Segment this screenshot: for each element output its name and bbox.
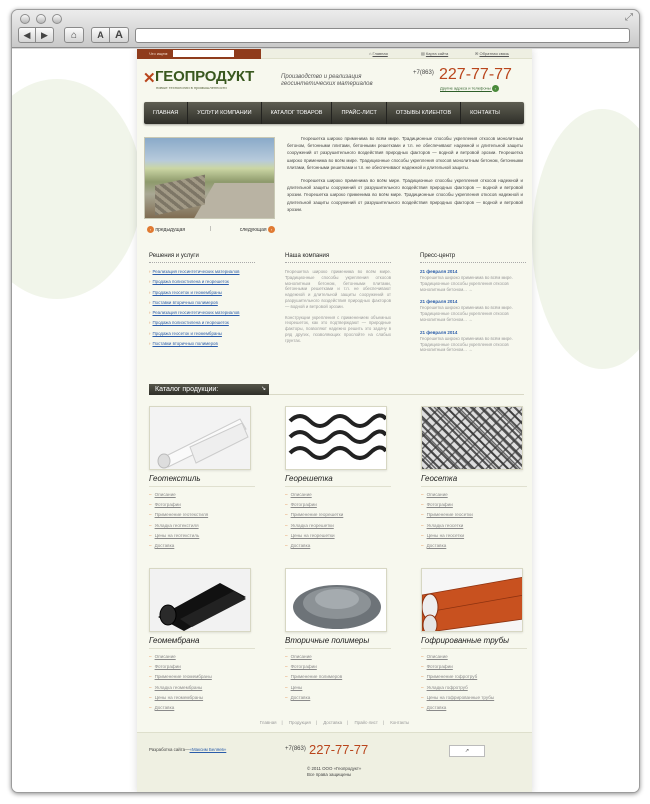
product-links	[149, 492, 255, 548]
hero-gabion-graphic	[155, 175, 205, 216]
news-text: Георешетка широко применима во всём мире. Традиционные способы укрепления откосов монолитным бетоном... →	[420, 275, 513, 292]
product-links	[149, 654, 255, 710]
product-image[interactable]	[421, 406, 523, 470]
product-card-geogrid	[285, 406, 391, 553]
company-column	[285, 253, 391, 349]
arrow-left-icon: ‹	[147, 226, 154, 233]
counter-arrow-icon: ↗	[464, 748, 470, 754]
product-link[interactable]: – Доставка	[149, 705, 255, 710]
zoom-window-button[interactable]	[52, 14, 62, 24]
footer-phone-code: +7(863)	[285, 746, 306, 752]
product-image[interactable]	[149, 568, 251, 632]
product-link[interactable]: – Цены	[285, 685, 391, 690]
top-link-sitemap[interactable]: ▤ Карта сайта	[421, 51, 449, 56]
top-link-home[interactable]: ⌂ Главная	[369, 51, 388, 56]
home-icon: ⌂	[369, 51, 373, 56]
logo-subtitle: новые технологии в промышленности	[156, 85, 227, 90]
product-link[interactable]: – Описание	[421, 654, 527, 659]
product-link[interactable]: – Описание	[285, 492, 391, 497]
arrow-right-icon[interactable]: →	[467, 286, 473, 292]
product-name[interactable]: Геотекстиль	[149, 474, 255, 487]
intro-paragraph: Георешетка широко применима во всём мире. Традиционные способы укрепления откосов монолитным бетоном, бетонными плитами, бетонными решетками и т.п. не обеспечивают надежной и длительной защиты сооружений от разрушительного воздействия природных факторов — водной и ветровой эрозии. Георешетка широко применима во всём мире. Традиционные способы укрепления откосов монолитным бетоном, бетонными плитами, бетонными решетками и т.п. не обеспечивают надежной и длительной защиты.	[287, 136, 523, 170]
solution-link[interactable]: › Продажа полиэстилена и георешеток	[149, 279, 255, 284]
news-date[interactable]: 21 февраля 2014	[420, 329, 458, 335]
geogrid-cells-icon	[286, 407, 387, 470]
window-controls	[20, 14, 62, 24]
product-links	[421, 492, 527, 548]
product-link[interactable]: – Укладка геотекстиля	[149, 523, 255, 528]
minimize-window-button[interactable]	[36, 14, 46, 24]
corner-arrow-icon: ↘	[260, 386, 266, 392]
top-link-feedback[interactable]: ✉ Обратная связь	[475, 51, 509, 56]
product-name[interactable]: Геосетка	[421, 474, 527, 487]
close-window-button[interactable]	[20, 14, 30, 24]
next-slide-button[interactable]: следующая ›	[240, 226, 275, 233]
product-image[interactable]	[421, 568, 523, 632]
mail-icon: ✉	[475, 51, 480, 56]
product-name[interactable]: Гофрированные трубы	[421, 636, 527, 649]
footer-phone: 227-77-77	[309, 742, 369, 757]
product-name[interactable]: Геомембрана	[149, 636, 255, 649]
arrow-right-icon[interactable]: →	[467, 316, 473, 322]
nav-item-contacts[interactable]: КОНТАКТЫ	[470, 110, 500, 116]
news-date[interactable]: 21 февраля 2014	[420, 299, 458, 305]
phone-code: +7(863)	[413, 70, 434, 76]
product-link[interactable]: – Фотографии	[149, 502, 255, 507]
product-name[interactable]: Вторичные полимеры	[285, 636, 391, 649]
press-title: Пресс-центр	[420, 253, 526, 263]
product-link[interactable]: – Доставка	[421, 705, 527, 710]
sitemap-icon: ▤	[421, 51, 426, 56]
product-image[interactable]	[285, 406, 387, 470]
product-card-geomembrane	[149, 568, 255, 715]
text-size-buttons	[91, 27, 129, 43]
arrow-icon: ›	[492, 85, 499, 92]
product-link[interactable]: – Фотографии	[285, 664, 391, 669]
forward-button[interactable]	[36, 27, 54, 43]
top-strip	[137, 49, 532, 59]
logo-mark-icon: ✕	[143, 70, 156, 87]
product-links	[285, 654, 391, 700]
product-links	[421, 654, 527, 710]
other-addresses-link[interactable]: Другие адреса и телефоны ›	[440, 85, 499, 92]
solutions-column	[149, 253, 255, 351]
product-links	[285, 492, 391, 548]
geomembrane-roll-icon	[150, 569, 251, 632]
prev-slide-button[interactable]: ‹ предыдущая	[147, 226, 185, 233]
company-title: Наша компания	[285, 253, 391, 263]
product-image[interactable]	[285, 568, 387, 632]
nav-item-catalog[interactable]: КАТАЛОГ ТОВАРОВ	[262, 102, 333, 124]
product-link[interactable]: – Укладка геомембраны	[149, 685, 255, 690]
nav-item-home[interactable]: ГЛАВНАЯ	[144, 102, 188, 124]
news-date[interactable]: 21 февраля 2014	[420, 269, 458, 274]
nav-item-pricelist[interactable]: ПРАЙС-ЛИСТ	[332, 102, 386, 124]
product-image[interactable]	[149, 406, 251, 470]
search-label: Что ищем:	[149, 51, 169, 56]
solution-link[interactable]: › Продажа геосеток и геомембраны	[149, 331, 255, 336]
product-link[interactable]: – Фотографии	[421, 502, 527, 507]
product-link[interactable]: – Описание	[285, 654, 391, 659]
site-logo[interactable]	[143, 68, 255, 90]
product-card-geotextile	[149, 406, 255, 553]
product-link[interactable]: – Фотографии	[421, 664, 527, 669]
solution-link[interactable]: › Реализация геосинтетических материалов	[149, 269, 255, 274]
company-paragraph: Георешетка широко применима во всём мире. Традиционные способы укрепления откосов монолитным бетоном, бетонными плитами, бетонными решетками и т.п. не обеспечивают надежной и длительной защиты сооружений от разрушительного воздействия природных факторов — водной и ветровой эрозии.	[285, 269, 391, 309]
copyright-line: Все права защищены	[307, 772, 352, 777]
browser-window	[11, 9, 640, 793]
web-viewport	[12, 49, 640, 793]
product-link[interactable]: – Описание	[421, 492, 527, 497]
product-link[interactable]: – Цены на георешетки	[285, 533, 391, 538]
footer-nav: Главная | Продукция | Доставка | Прайс-лист | Контакты	[259, 720, 410, 725]
background-decoration	[532, 109, 640, 369]
intro-paragraph: Георешетка широко применима во всём мире. Традиционные способы укрепления откосов надежной и длительной защиты сооружений от разрушительного воздействия природных факторов — водной и ветровой эрозии. Георешетка широко применима во всём мире. Традиционные способы укрепления откосов надежной и длительной защиты сооружений от разрушительного воздействия природных факторов — водной и ветровой эрозии.	[287, 178, 523, 212]
product-link[interactable]: – Доставка	[285, 543, 391, 548]
solution-link[interactable]: › Реализация геосинтетических материалов	[149, 310, 255, 315]
hero-image	[144, 137, 275, 219]
home-icon: ⌂	[70, 29, 78, 41]
product-link[interactable]: – Доставка	[149, 543, 255, 548]
product-link[interactable]: – Применение полимеров	[285, 674, 391, 679]
solutions-list	[149, 269, 255, 346]
pager-separator: |	[210, 226, 212, 232]
back-arrow-icon: ◀	[23, 29, 31, 40]
geonet-mesh-icon	[422, 407, 523, 470]
product-link[interactable]: – Применение геотекстиля	[149, 512, 255, 517]
hero-pager	[144, 226, 275, 236]
site-slogan: Производство и реализация геосинтетических материалов	[281, 74, 373, 87]
product-link[interactable]: – Цены на геосетки	[421, 533, 527, 538]
site-footer	[137, 732, 532, 793]
product-link[interactable]: – Цены на геомембраны	[149, 695, 255, 700]
corrugated-pipes-icon	[422, 569, 523, 632]
back-button[interactable]	[18, 27, 36, 43]
history-buttons	[18, 27, 54, 43]
counter-badge[interactable]	[449, 745, 485, 757]
main-nav	[144, 102, 524, 124]
search-input[interactable]	[173, 50, 234, 57]
product-card-polymers	[285, 568, 391, 705]
copyright	[307, 766, 361, 778]
decrease-text-button[interactable]: A	[91, 27, 110, 43]
solution-link[interactable]: › Поставки вторичных полимеров	[149, 300, 255, 305]
footer-link[interactable]: Прайс-лист	[354, 720, 378, 725]
product-link[interactable]: – Укладка геосетки	[421, 523, 527, 528]
product-link[interactable]: – Применение геосетки	[421, 512, 527, 517]
solutions-title: Решения и услуги	[149, 253, 255, 263]
product-link[interactable]: – Применение гофротруб	[421, 674, 527, 679]
catalog-divider	[269, 394, 524, 395]
solution-link[interactable]: › Продажа полиэстилена и георешеток	[149, 320, 255, 325]
product-link[interactable]: – Применение георешетки	[285, 512, 391, 517]
header-phone: 227-77-77	[439, 66, 512, 83]
product-card-pipes	[421, 568, 527, 715]
product-name[interactable]: Георешетка	[285, 474, 391, 487]
forward-arrow-icon: ▶	[41, 29, 48, 40]
address-bar[interactable]	[135, 28, 630, 43]
footer-link[interactable]: Продукция	[288, 720, 311, 725]
logo-text: ГЕОПРОДУКТ	[155, 68, 255, 85]
product-link[interactable]: – Фотографии	[149, 664, 255, 669]
product-link[interactable]: – Цены на гофрированные трубы	[421, 695, 527, 700]
arrow-right-icon: ›	[268, 226, 275, 233]
arrow-right-icon[interactable]: →	[467, 347, 473, 353]
solution-link[interactable]: › Поставки вторичных полимеров	[149, 341, 255, 346]
press-column	[420, 253, 526, 360]
nav-item-reviews[interactable]: ОТЗЫВЫ КЛИЕНТОВ	[387, 102, 461, 124]
catalog-heading: Каталог продукции: ↘	[149, 384, 269, 395]
search-panel	[137, 49, 261, 59]
home-button[interactable]	[64, 27, 84, 43]
product-link[interactable]: – Цены на геотекстиль	[149, 533, 255, 538]
footer-link[interactable]: Контакты	[390, 720, 410, 725]
geotextile-roll-icon	[150, 407, 251, 470]
browser-chrome	[12, 10, 639, 48]
copyright-line: © 2011 ООО «Геопродукт»	[307, 766, 362, 771]
product-link[interactable]: – Доставка	[421, 543, 527, 548]
background-decoration	[12, 79, 142, 299]
product-link[interactable]: – Описание	[149, 492, 255, 497]
news-text: Георешетка широко применима во всём мире. Традиционные способы укрепления откосов монолитным бетоном... →	[420, 305, 513, 322]
polymer-granules-icon	[286, 569, 387, 632]
product-link[interactable]: – Фотографии	[285, 502, 391, 507]
footer-link[interactable]: Доставка	[323, 720, 343, 725]
product-link[interactable]: – Укладка гофротруб	[421, 685, 527, 690]
site-page	[137, 49, 532, 793]
nav-item-services[interactable]: УСЛУГИ КОМПАНИИ	[188, 102, 261, 124]
increase-text-button[interactable]: A	[110, 27, 129, 43]
product-link[interactable]: – Применение геомембраны	[149, 674, 255, 679]
developer-credit: Разработка сайта—«Максим Беляев»	[149, 747, 227, 752]
product-link[interactable]: – Укладка георешетки	[285, 523, 391, 528]
fullscreen-icon[interactable]: ⤢	[625, 12, 633, 23]
product-link[interactable]: – Доставка	[285, 695, 391, 700]
news-text: Георешетка широко применима во всём мире. Традиционные способы укрепления откосов монолитным бетоном... →	[420, 335, 513, 353]
company-paragraph: Конструкции укрепления с применением объемных георешеток, как это подтверждают — природные факторы, позволяют надежно решить это задачу в ряд других, позволяющих прослойте на слабых грунтах.	[285, 314, 391, 343]
product-link[interactable]: – Описание	[149, 654, 255, 659]
product-card-geonet	[421, 406, 527, 553]
intro-text	[287, 135, 523, 219]
solution-link[interactable]: › Продажа геосеток и геомембраны	[149, 290, 255, 295]
developer-link[interactable]: «Максим Беляев»	[189, 747, 227, 752]
footer-link[interactable]: Главная	[259, 720, 277, 725]
